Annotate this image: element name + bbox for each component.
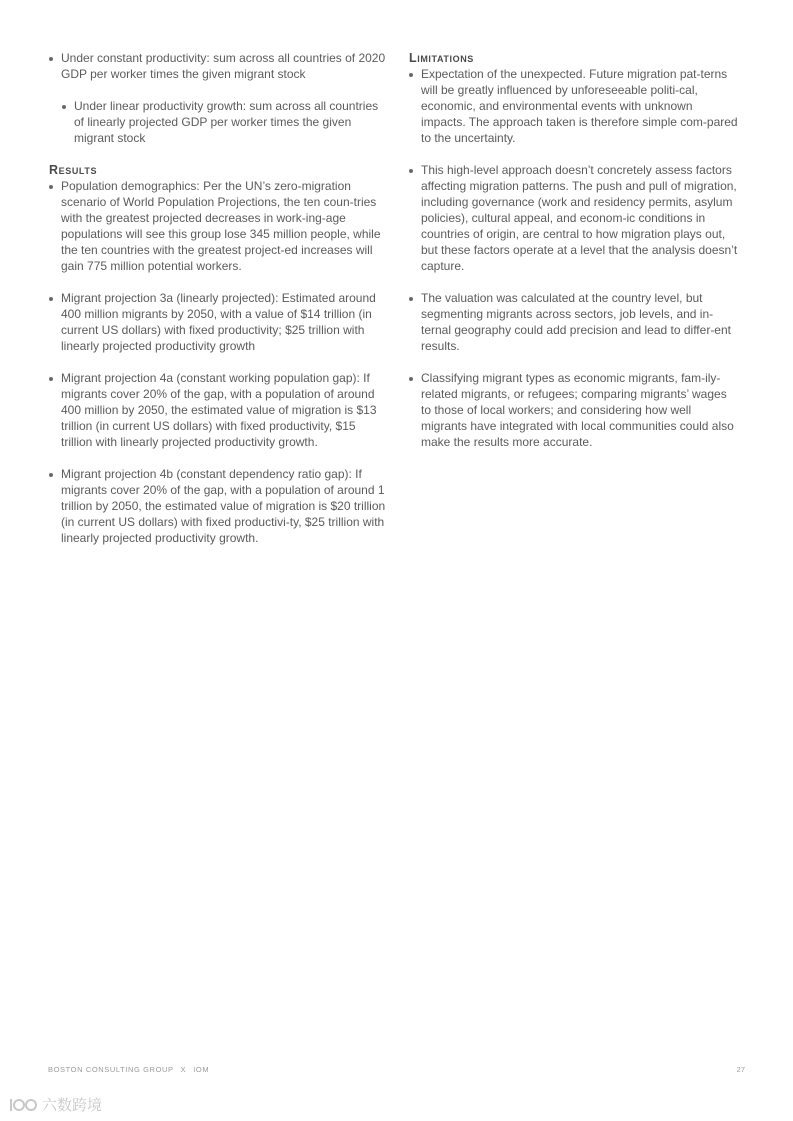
intro-bullet-list [48,50,386,146]
watermark [8,1094,102,1115]
list-item: This high-level approach doesn’t concretely assess factors affecting migration patterns. The push and pull of migration, including governance (work and residency permits, asylum policies), cultural appeal, and econom-ic conditions in countries of origin, are central to how migration plays out, but these factors operate at a level that the analysis doesn’t capture. [408,162,740,274]
list-item: Under linear productivity growth: sum across all countries of linearly projected GDP per worker times the given migrant stock [61,98,386,146]
page-footer [48,1065,209,1074]
list-item: The valuation was calculated at the country level, but segmenting migrants across sectors, job levels, and in-ternal geography could add precision and lead to differ-ent results. [408,290,740,354]
results-bullet-list [48,178,386,546]
list-item: Expectation of the unexpected. Future migration pat-terns will be greatly influenced by unforeseeable politi-cal, economic, and environmental events with unknown impacts. The approach taken is therefore simple com-pared to the uncertainty. [408,66,740,146]
watermark-text: 六数跨境 [42,1097,103,1114]
list-item: Population demographics: Per the UN’s zero-migration scenario of World Population Projections, the ten coun-tries with the greatest projected decreases in work-ing-age populations will see this group lose 345 million people, while the ten countries with the greatest project-ed increases will gain 775 million potential workers. [48,178,386,274]
list-item: Migrant projection 4b (constant dependency ratio gap): If migrants cover 20% of the gap, with a population of around 1 trillion by 2050, the estimated value of migration is $20 trillion (in current US dollars) with fixed productivi-ty, $25 trillion with linearly projected productivity growth. [48,466,386,546]
results-heading: Results [49,163,98,177]
list-item: Classifying migrant types as economic migrants, fam-ily-related migrants, or refugees; comparing migrants’ wages to those of local workers; and considering how well migrants have integrated with local communities could also make the results more accurate. [408,370,740,450]
list-item: Migrant projection 3a (linearly projected): Estimated around 400 million migrants by 2050, with a value of $14 trillion (in current US dollars) with fixed productivity; $25 trillion with linearly projected productivity growth [48,290,386,354]
page-number: 27 [736,1065,745,1074]
footer-publisher: BOSTON CONSULTING GROUP [48,1065,174,1074]
list-item: Under constant productivity: sum across all countries of 2020 GDP per worker times the given migrant stock [48,50,386,82]
limitations-bullet-list [408,66,740,450]
limitations-heading: Limitations [409,51,474,65]
left-column [48,50,386,562]
right-column [408,50,740,466]
footer-partner: IOM [193,1065,210,1074]
footer-separator: X [180,1065,187,1074]
list-item: Migrant projection 4a (constant working population gap): If migrants cover 20% of the gap, with a population of around 400 million by 2050, the estimated value of migration is $13 trillion (in current US dollars) with fixed productivity, $15 trillion with linearly projected productivity growth. [48,370,386,450]
watermark-logo-icon [8,1096,38,1114]
